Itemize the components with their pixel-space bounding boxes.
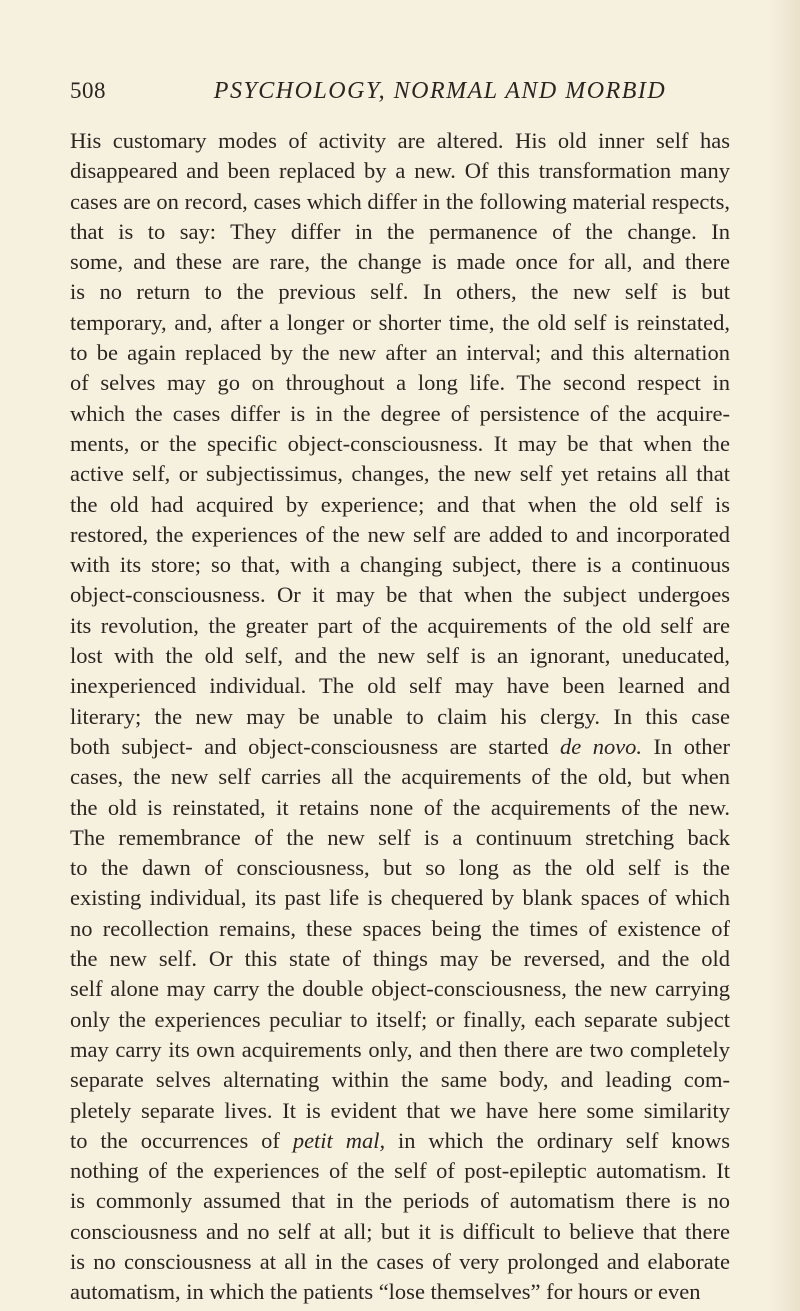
text-line: separate selves alternating within the same body, and leading com- (70, 1067, 730, 1093)
text-line: is no return to the previous self. In others, the new self is but (70, 279, 730, 305)
text-segment: in which the ordinary self knows (385, 1127, 730, 1153)
text-segment: both subject- and object-consciousness are started (70, 733, 560, 759)
page-number: 508 (70, 78, 106, 103)
text-line: nothing of the experiences of the self of post-epileptic automatism. It (70, 1158, 730, 1184)
text-line: only the experiences peculiar to itself; or finally, each separate subject (70, 1006, 730, 1032)
text-line: His customary modes of activity are altered. His old inner self has (70, 128, 730, 153)
text-line: the old is reinstated, it retains none of the acquirements of the new. (70, 794, 730, 820)
text-line: literary; the new may be unable to claim his clergy. In this case (70, 703, 730, 729)
text-line: to be again replaced by the new after an interval; and this alternation (70, 340, 730, 366)
text-line: of selves may go on throughout a long life. The second respect in (70, 370, 730, 396)
text-line: lost with the old self, and the new self is an ignorant, uneducated, (70, 643, 730, 669)
text-line: consciousness and no self at all; but it is difficult to believe that there (70, 1218, 730, 1244)
page-header (70, 78, 730, 114)
italic-phrase: petit mal, (292, 1127, 386, 1153)
running-head: PSYCHOLOGY, NORMAL AND MORBID (213, 78, 667, 104)
text-line: with its store; so that, with a changing subject, there is a continuous (70, 552, 730, 578)
text-line: the old had acquired by experience; and that when the old self is (70, 491, 730, 517)
page-edge-shadow (770, 0, 800, 1311)
italic-phrase: de novo. (559, 733, 643, 759)
body-text (70, 126, 730, 1308)
text-line: object-consciousness. Or it may be that when the subject undergoes (70, 582, 730, 608)
text-line: no recollection remains, these spaces being the times of existence of (70, 915, 730, 941)
text-line: restored, the experiences of the new self are added to and incorporated (70, 521, 730, 547)
text-line: its revolution, the greater part of the acquirements of the old self are (70, 612, 730, 638)
text-line: disappeared and been replaced by a new. Of this transformation many (70, 158, 730, 184)
text-line: automatism, in which the patients “lose themselves” for hours or even (70, 1279, 701, 1305)
text-line: temporary, and, after a longer or shorter time, the old self is reinstated, (70, 309, 730, 335)
text-line: cases, the new self carries all the acquirements of the old, but when (70, 764, 730, 790)
text-line: to the dawn of consciousness, but so long as the old self is the (70, 855, 730, 881)
text-line: active self, or subjectissimus, changes, the new self yet retains all that (70, 461, 730, 487)
text-line: may carry its own acquirements only, and then there are two completely (70, 1036, 730, 1062)
text-line: which the cases differ is in the degree of persistence of the acquire- (70, 400, 730, 426)
text-line: is commonly assumed that in the periods of automatism there is no (70, 1188, 730, 1214)
text-line: existing individual, its past life is chequered by blank spaces of which (70, 885, 730, 911)
text-line: inexperienced individual. The old self may have been learned and (70, 673, 730, 699)
text-line: The remembrance of the new self is a continuum stretching back (70, 824, 730, 850)
text-line: some, and these are rare, the change is made once for all, and there (70, 249, 730, 275)
text-line: the new self. Or this state of things may be reversed, and the old (70, 946, 730, 972)
text-line (70, 732, 730, 762)
text-segment: In other (642, 733, 730, 759)
text-line: that is to say: They differ in the permanence of the change. In (70, 218, 730, 244)
text-line: self alone may carry the double object-consciousness, the new carrying (70, 976, 730, 1002)
text-segment: to the occurrences of (70, 1127, 293, 1153)
text-line: cases are on record, cases which differ in the following material respects, (70, 188, 730, 214)
text-line: ments, or the specific object-consciousness. It may be that when the (70, 430, 730, 456)
text-line: pletely separate lives. It is evident that we have here some similarity (70, 1097, 730, 1123)
text-line: is no consciousness at all in the cases of very prolonged and elaborate (70, 1248, 730, 1274)
text-line (70, 1126, 730, 1156)
